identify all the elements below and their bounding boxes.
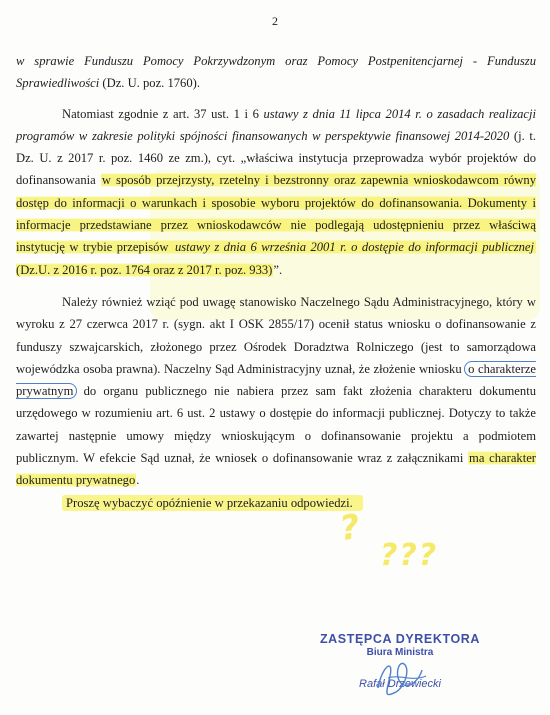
paragraph-2-act-title: ustawy z dnia 11 lipca 2014 r. o zasadach realizacji programów w zakresie polityki spójności finansowanych w perspektywie finansowej 2014-2020 <box>16 106 536 143</box>
handwritten-question-marks: ??? <box>380 538 439 573</box>
paragraph-3 <box>16 291 536 492</box>
paragraph-1 <box>16 50 536 95</box>
paragraph-4 <box>16 492 536 514</box>
handwritten-question-mark: ? <box>337 506 363 550</box>
paragraph-3-circled-phrase: o charakterze prywatnym <box>16 361 536 399</box>
paragraph-4-highlight: Proszę wybaczyć opóźnienie w przekazaniu odpowiedzi. <box>62 495 363 511</box>
page-number: 2 <box>272 14 278 28</box>
stamp-name: Rafał Drzewiecki <box>359 678 441 690</box>
paragraph-2-quote-start: (j. t. Dz. U. z 2017 r. poz. 1460 ze zm.), cyt. „właściwa instytucja przeprowadza wybór projektów do dofinansowania <box>16 128 536 188</box>
paragraph-2 <box>16 103 536 281</box>
paragraph-3-body: do organu publicznego nie nabiera przez sam fakt złożenia charakteru dokumentu urzędowego w rozumieniu art. 6 ust. 2 ustawy o dostępie do informacji publicznej. Dotyczy to także zawartej następnie umowy między wnioskującym o dofinansowanie projektu a podmiotem publicznym. W efekcie Sąd uznał, że wniosek o dofinansowanie wraz z załącznikami <box>16 384 536 466</box>
paragraph-3-intro: Należy również wziąć pod uwagę stanowisko Naczelnego Sądu Administracyjnego, który w wyroku z 27 czerwca 2017 r. (sygn. akt I OSK 2855/17) ocenił status wniosku o dofinansowanie z funduszy szwajcarskich, złożonego przez Ośrodek Doradztwa Rolniczego (jest to samorządowa wojewódzka osoba prawna). Naczelny Sąd Administracyjny uznał, że złożenie wniosku <box>16 294 536 376</box>
paragraph-2-highlight: w sposób przejrzysty, rzetelny i bezstronny oraz zapewnia wnioskodawcom równy dostęp do informacji o warunkach i sposobie wyboru projektów do dofinansowania. Dokumenty i informacje przedstawiane przez wnioskodawców nie podlegają udostępnieniu przez właściwą instytucję w trybie przepisów <box>16 173 537 255</box>
paragraph-3-highlight: ma charakter dokumentu prywatnego <box>16 451 536 488</box>
paragraph-1-title: w sprawie Funduszu Pomocy Pokrzywdzonym oraz Pomocy Postpenitencjarnej - Funduszu Sprawiedliwości <box>16 54 536 91</box>
handwritten-signature <box>360 648 440 708</box>
paragraph-1-citation: (Dz. U. poz. 1760). <box>99 76 200 91</box>
paragraph-2-act-reference: ustawy z dnia 6 września 2001 r. o dostępie do informacji publicznej <box>174 240 534 255</box>
stamp-subtitle: Biura Ministra <box>366 647 434 658</box>
paragraph-2-highlight-act <box>174 240 535 254</box>
paragraph-2-intro: Natomiast zgodnie z art. 37 ust. 1 i 6 <box>62 106 264 121</box>
paragraph-3-end: . <box>136 473 140 488</box>
paragraph-2-highlight-citation: (Dz.U. z 2016 r. poz. 1764 oraz z 2017 r. poz. 933) <box>16 240 536 276</box>
document-body <box>16 50 536 514</box>
paragraph-2-quote-end: ”. <box>273 262 283 277</box>
stamp-title: ZASTĘPCA DYREKTORA <box>319 632 481 646</box>
